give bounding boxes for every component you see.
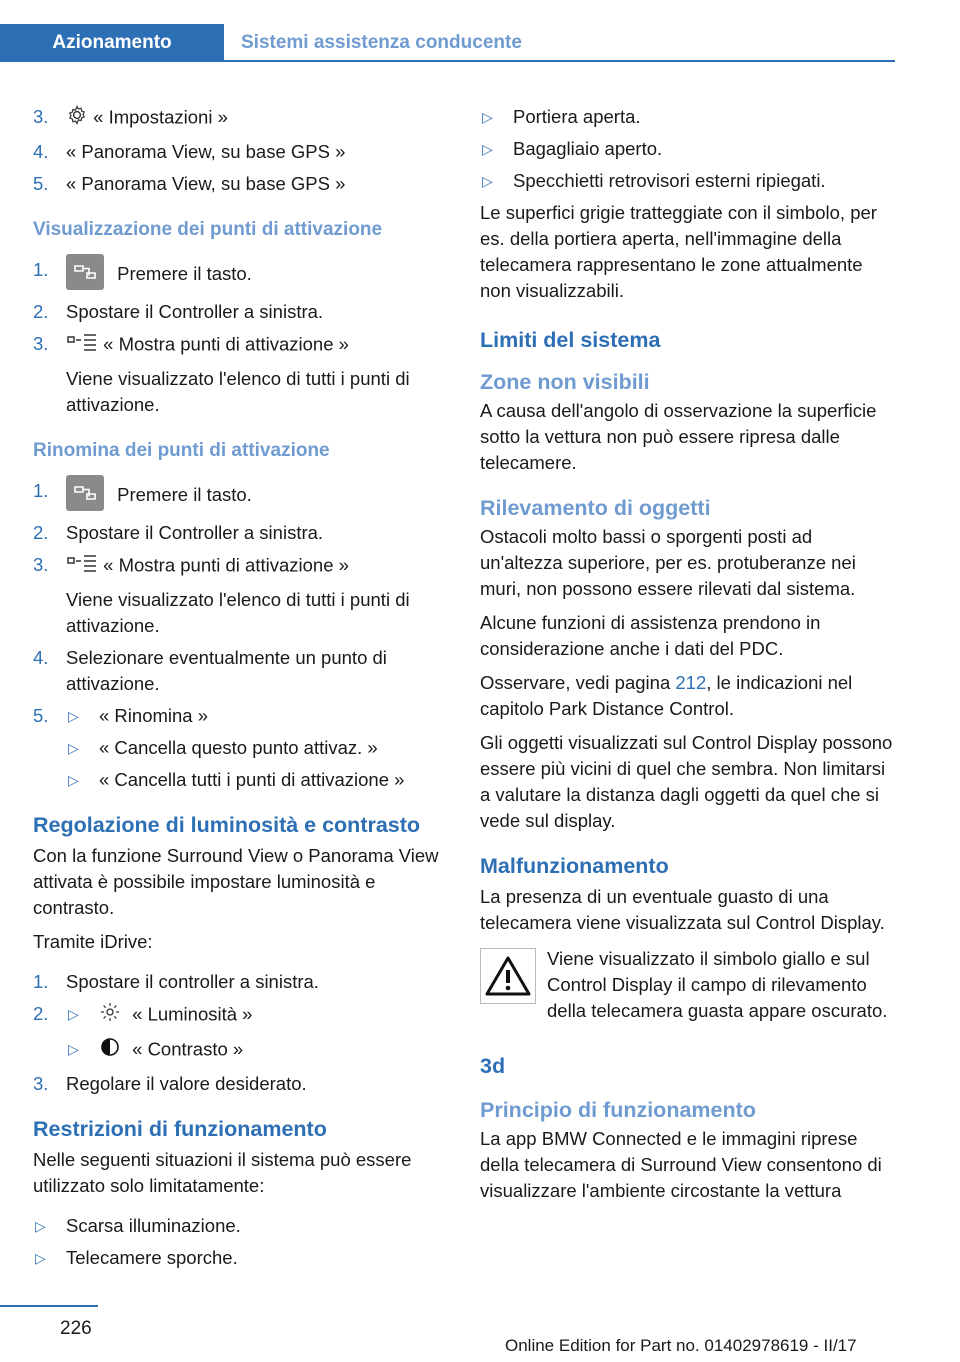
- step-text: Regolare il valore desiderato.: [66, 1073, 307, 1094]
- paragraph: Tramite iDrive:: [33, 931, 153, 952]
- step-number: 4.: [33, 141, 49, 162]
- bullet-text: Telecamere sporche.: [66, 1247, 238, 1268]
- sub-item: [66, 767, 443, 793]
- step-number: 5.: [33, 705, 49, 726]
- bullet-item: [480, 104, 898, 130]
- step-number: 1.: [33, 259, 49, 280]
- bullet-text: Portiera aperta.: [513, 106, 641, 127]
- heading-visualizzazione: Visualizzazione dei punti di attivazione: [33, 219, 383, 240]
- page-header: [0, 24, 895, 62]
- triangle-bullet-icon: ▷: [35, 1250, 46, 1266]
- step-item: [33, 257, 443, 293]
- tab-sistemi-assistenza[interactable]: Sistemi assistenza conducente: [241, 32, 522, 53]
- text: , le indicazioni nel capitolo Park Distance Control.: [480, 672, 853, 719]
- bullet-text: Specchietti retrovisori esterni ripiegati.: [513, 170, 826, 191]
- heading-luminosita: Regolazione di luminosità e contrasto: [33, 813, 421, 837]
- heading-malfunzionamento: Malfunzionamento: [480, 854, 669, 878]
- right-column: [480, 104, 898, 1212]
- triangle-bullet-icon: ▷: [68, 1041, 79, 1057]
- paragraph: Nelle seguenti situazioni il sistema può essere utilizzato solo limitatamente:: [33, 1149, 412, 1196]
- paragraph: Alcune funzioni di assistenza prendono in considerazione anche i dati del PDC.: [480, 612, 821, 659]
- bullet-item: [33, 1245, 443, 1271]
- step-item: [33, 703, 443, 729]
- text: Osservare, vedi pagina: [480, 672, 676, 693]
- list-icon: [66, 552, 98, 581]
- step-item: [33, 552, 443, 581]
- step-item: [33, 104, 443, 133]
- triangle-bullet-icon: ▷: [482, 141, 493, 157]
- sub-text: « Cancella tutti i punti di attivazione »: [99, 769, 405, 790]
- step-text: Spostare il Controller a sinistra.: [66, 301, 324, 322]
- bullet-text: Scarsa illuminazione.: [66, 1215, 241, 1236]
- step-number: 3.: [33, 106, 49, 127]
- step-text: « Panorama View, su base GPS »: [66, 141, 346, 162]
- step-number: 2.: [33, 1003, 49, 1024]
- heading-3d: 3d: [480, 1054, 506, 1078]
- step-item: [33, 520, 443, 546]
- step-number: 3.: [33, 1073, 49, 1094]
- page-number: 226: [60, 1318, 92, 1339]
- step-text: Spostare il controller a sinistra.: [66, 971, 319, 992]
- step-text: « Mostra punti di attivazione »: [103, 554, 349, 576]
- edition-note: Online Edition for Part no. 01402978619 - II/17: [505, 1336, 857, 1355]
- step-number: 4.: [33, 647, 49, 668]
- step-text: « Rinomina »: [99, 705, 209, 726]
- triangle-bullet-icon: ▷: [482, 109, 493, 125]
- sun-icon: [99, 1001, 121, 1030]
- header-rule: [224, 60, 895, 62]
- step-number: 3.: [33, 333, 49, 354]
- bullet-item: [480, 136, 898, 162]
- step-number: 5.: [33, 173, 49, 194]
- sub-text: « Contrasto »: [132, 1038, 244, 1060]
- camera-button-icon: [66, 475, 104, 511]
- triangle-bullet-icon: ▷: [35, 1218, 46, 1234]
- step-item: [33, 1071, 443, 1097]
- triangle-bullet-icon: ▷: [68, 708, 79, 724]
- heading-principio: Principio di funzionamento: [480, 1098, 756, 1122]
- step-text: Spostare il Controller a sinistra.: [66, 522, 324, 543]
- warning-text: Viene visualizzato il simbolo giallo e sul Control Display il campo di rilevamento della telecamera guasta appare oscurato.: [547, 948, 888, 1021]
- step-number: 1.: [33, 971, 49, 992]
- heading-limiti: Limiti del sistema: [480, 328, 661, 352]
- bullet-item: [480, 168, 898, 194]
- step-item: [33, 969, 443, 995]
- step-number: 2.: [33, 301, 49, 322]
- step-text: « Mostra punti di attivazione »: [103, 333, 349, 355]
- paragraph: A causa dell'angolo di osservazione la superficie sotto la vettura non può essere ripresa dalle telecamere.: [480, 400, 877, 473]
- heading-restrizioni: Restrizioni di funzionamento: [33, 1117, 327, 1141]
- step-text: Premere il tasto.: [117, 483, 252, 505]
- list-icon: [66, 331, 98, 360]
- sub-item: [66, 735, 443, 761]
- step-item: [33, 139, 443, 165]
- triangle-bullet-icon: ▷: [482, 173, 493, 189]
- page-link[interactable]: 212: [675, 672, 707, 693]
- paragraph: Ostacoli molto bassi o sporgenti posti ad un'altezza superiore, per es. protuberanze nei muri, non possono essere rilevati dal sistema.: [480, 526, 856, 599]
- sub-text: « Cancella questo punto attivaz. »: [99, 737, 378, 758]
- step-item: [33, 299, 443, 325]
- sub-item: [66, 1036, 443, 1065]
- triangle-bullet-icon: ▷: [68, 740, 79, 756]
- triangle-bullet-icon: ▷: [68, 1006, 79, 1022]
- step-text: « Luminosità »: [132, 1003, 253, 1025]
- step-text: Premere il tasto.: [117, 262, 252, 284]
- triangle-bullet-icon: ▷: [68, 772, 79, 788]
- footer-rule: [0, 1305, 98, 1307]
- heading-rinomina: Rinomina dei punti di attivazione: [33, 440, 330, 461]
- paragraph: [480, 670, 898, 722]
- bullet-item: [33, 1213, 443, 1239]
- warning-block: [480, 946, 898, 1026]
- paragraph: Con la funzione Surround View o Panorama View attivata è possibile impostare luminosità e contrasto.: [33, 845, 439, 918]
- step-item: [33, 1001, 443, 1030]
- paragraph: La app BMW Connected e le immagini riprese della telecamera di Surround View consentono di visualizzare l'ambiente circostante la vettura: [480, 1128, 882, 1201]
- step-item: [33, 331, 443, 360]
- step-text: Selezionare eventualmente un punto di attivazione.: [66, 647, 387, 694]
- warning-triangle-icon: [480, 948, 536, 1004]
- contrast-icon: [99, 1036, 121, 1065]
- step-number: 2.: [33, 522, 49, 543]
- step-number: 3.: [33, 554, 49, 575]
- paragraph: La presenza di un eventuale guasto di una telecamera viene visualizzata sul Control Display.: [480, 886, 885, 933]
- bullet-text: Bagagliaio aperto.: [513, 138, 663, 159]
- heading-zone: Zone non visibili: [480, 370, 650, 394]
- heading-oggetti: Rilevamento di oggetti: [480, 496, 711, 520]
- tab-azionamento[interactable]: Azionamento: [0, 24, 224, 62]
- step-text: « Impostazioni »: [93, 106, 228, 128]
- step-text: « Panorama View, su base GPS »: [66, 173, 346, 194]
- paragraph: Le superfici grigie tratteggiate con il simbolo, per es. della portiera aperta, nell'immagine della telecamera rappresentano le zone attualmente non visualizzabili.: [480, 202, 877, 301]
- step-continuation: Viene visualizzato l'elenco di tutti i punti di attivazione.: [66, 589, 410, 636]
- step-continuation: Viene visualizzato l'elenco di tutti i punti di attivazione.: [66, 368, 410, 415]
- step-item: [33, 171, 443, 197]
- step-item: [33, 645, 443, 697]
- gear-icon: [66, 104, 88, 133]
- camera-button-icon: [66, 254, 104, 290]
- left-column: [33, 104, 443, 1277]
- step-number: 1.: [33, 480, 49, 501]
- step-item: [33, 478, 443, 514]
- paragraph: Gli oggetti visualizzati sul Control Display possono essere più vicini di quel che sembra. Non limitarsi a valutare la distanza dagli oggetti da quel che si vede sul display.: [480, 732, 893, 831]
